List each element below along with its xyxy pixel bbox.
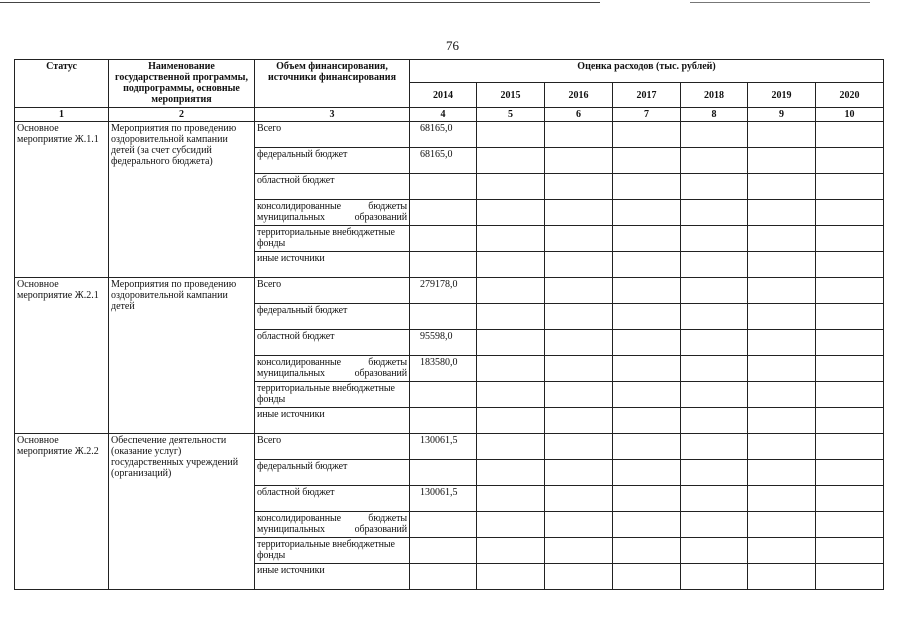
value-empty-cell bbox=[816, 408, 884, 434]
value-empty-cell bbox=[816, 148, 884, 174]
value-2014-cell bbox=[410, 174, 477, 200]
value-empty-cell bbox=[748, 408, 816, 434]
value-empty-cell bbox=[681, 460, 748, 486]
value-empty-cell bbox=[545, 252, 613, 278]
header-status: Статус bbox=[15, 60, 109, 108]
value-empty-cell bbox=[477, 304, 545, 330]
status-cell: Основное мероприятие Ж.1.1 bbox=[15, 122, 109, 278]
value-empty-cell bbox=[681, 538, 748, 564]
value-empty-cell bbox=[816, 330, 884, 356]
value-empty-cell bbox=[545, 330, 613, 356]
value-empty-cell bbox=[613, 434, 681, 460]
value-2014-cell bbox=[410, 512, 477, 538]
value-empty-cell bbox=[681, 226, 748, 252]
value-empty-cell bbox=[816, 252, 884, 278]
column-number: 9 bbox=[748, 108, 816, 122]
value-empty-cell bbox=[748, 460, 816, 486]
value-empty-cell bbox=[613, 200, 681, 226]
value-empty-cell bbox=[816, 200, 884, 226]
value-empty-cell bbox=[613, 226, 681, 252]
value-empty-cell bbox=[748, 226, 816, 252]
column-number: 6 bbox=[545, 108, 613, 122]
header-year-2020: 2020 bbox=[816, 83, 884, 108]
value-empty-cell bbox=[681, 408, 748, 434]
value-empty-cell bbox=[477, 538, 545, 564]
funding-source-cell: Всего bbox=[255, 434, 410, 460]
header-name: Наименование государственной программы, подпрограммы, основные мероприятия bbox=[109, 60, 255, 108]
value-empty-cell bbox=[477, 174, 545, 200]
value-2014-cell bbox=[410, 226, 477, 252]
value-empty-cell bbox=[681, 434, 748, 460]
value-empty-cell bbox=[681, 486, 748, 512]
value-empty-cell bbox=[748, 330, 816, 356]
value-empty-cell bbox=[816, 356, 884, 382]
header-year-2018: 2018 bbox=[681, 83, 748, 108]
column-number: 4 bbox=[410, 108, 477, 122]
budget-table bbox=[14, 59, 884, 590]
value-empty-cell bbox=[477, 252, 545, 278]
value-empty-cell bbox=[748, 434, 816, 460]
value-empty-cell bbox=[613, 330, 681, 356]
value-empty-cell bbox=[545, 408, 613, 434]
page-number: 76 bbox=[446, 38, 459, 53]
value-empty-cell bbox=[613, 148, 681, 174]
status-cell: Основное мероприятие Ж.2.2 bbox=[15, 434, 109, 590]
funding-source-cell: федеральный бюджет bbox=[255, 304, 410, 330]
value-empty-cell bbox=[477, 486, 545, 512]
value-2014-cell bbox=[410, 304, 477, 330]
value-empty-cell bbox=[681, 278, 748, 304]
value-empty-cell bbox=[681, 356, 748, 382]
value-empty-cell bbox=[748, 278, 816, 304]
value-empty-cell bbox=[545, 460, 613, 486]
header-year-2014: 2014 bbox=[410, 83, 477, 108]
value-empty-cell bbox=[477, 408, 545, 434]
value-empty-cell bbox=[748, 122, 816, 148]
funding-source-cell: областной бюджет bbox=[255, 330, 410, 356]
value-empty-cell bbox=[545, 122, 613, 148]
funding-source-cell: территориальные внебюджетные фонды bbox=[255, 382, 410, 408]
value-empty-cell bbox=[477, 200, 545, 226]
value-empty-cell bbox=[545, 564, 613, 590]
table-row bbox=[15, 122, 884, 148]
measure-name-cell: Мероприятия по проведению оздоровительной кампании детей (за счет субсидий федерального бюджета) bbox=[109, 122, 255, 278]
value-empty-cell bbox=[545, 486, 613, 512]
value-empty-cell bbox=[816, 382, 884, 408]
value-empty-cell bbox=[545, 148, 613, 174]
column-number: 5 bbox=[477, 108, 545, 122]
funding-source-cell: иные источники bbox=[255, 252, 410, 278]
value-2014-cell: 130061,5 bbox=[410, 434, 477, 460]
value-empty-cell bbox=[477, 122, 545, 148]
column-number-row bbox=[15, 108, 884, 122]
value-2014-cell bbox=[410, 200, 477, 226]
measure-name-cell: Обеспечение деятельности (оказание услуг) государственных учреждений (организаций) bbox=[109, 434, 255, 590]
value-empty-cell bbox=[613, 304, 681, 330]
value-2014-cell bbox=[410, 382, 477, 408]
value-empty-cell bbox=[477, 512, 545, 538]
value-empty-cell bbox=[681, 512, 748, 538]
value-empty-cell bbox=[748, 564, 816, 590]
value-2014-cell: 279178,0 bbox=[410, 278, 477, 304]
header-financing: Объем финансирования, источники финансирования bbox=[255, 60, 410, 108]
value-empty-cell bbox=[748, 382, 816, 408]
funding-source-cell: областной бюджет bbox=[255, 174, 410, 200]
value-2014-cell bbox=[410, 408, 477, 434]
value-2014-cell bbox=[410, 564, 477, 590]
value-empty-cell bbox=[545, 226, 613, 252]
column-number: 3 bbox=[255, 108, 410, 122]
value-empty-cell bbox=[748, 200, 816, 226]
measure-name-cell: Мероприятия по проведению оздоровительной кампании детей bbox=[109, 278, 255, 434]
value-empty-cell bbox=[816, 434, 884, 460]
value-empty-cell bbox=[477, 226, 545, 252]
value-empty-cell bbox=[477, 460, 545, 486]
funding-source-cell: федеральный бюджет bbox=[255, 148, 410, 174]
value-empty-cell bbox=[545, 382, 613, 408]
funding-source-cell: консолидированные бюджеты муниципальных образований bbox=[255, 512, 410, 538]
column-number: 7 bbox=[613, 108, 681, 122]
value-empty-cell bbox=[613, 486, 681, 512]
value-empty-cell bbox=[748, 512, 816, 538]
value-2014-cell: 95598,0 bbox=[410, 330, 477, 356]
value-empty-cell bbox=[477, 278, 545, 304]
value-empty-cell bbox=[816, 538, 884, 564]
funding-source-cell: Всего bbox=[255, 278, 410, 304]
value-2014-cell: 130061,5 bbox=[410, 486, 477, 512]
value-empty-cell bbox=[545, 304, 613, 330]
value-empty-cell bbox=[477, 148, 545, 174]
value-empty-cell bbox=[477, 382, 545, 408]
table-row bbox=[15, 434, 884, 460]
value-empty-cell bbox=[748, 252, 816, 278]
funding-source-cell: иные источники bbox=[255, 408, 410, 434]
value-empty-cell bbox=[681, 252, 748, 278]
value-2014-cell bbox=[410, 252, 477, 278]
value-empty-cell bbox=[816, 122, 884, 148]
value-empty-cell bbox=[613, 564, 681, 590]
funding-source-cell: территориальные внебюджетные фонды bbox=[255, 226, 410, 252]
value-empty-cell bbox=[681, 382, 748, 408]
value-empty-cell bbox=[545, 356, 613, 382]
value-empty-cell bbox=[681, 564, 748, 590]
value-empty-cell bbox=[613, 122, 681, 148]
value-empty-cell bbox=[681, 330, 748, 356]
funding-source-cell: областной бюджет bbox=[255, 486, 410, 512]
header-year-2017: 2017 bbox=[613, 83, 681, 108]
value-empty-cell bbox=[816, 278, 884, 304]
value-empty-cell bbox=[816, 304, 884, 330]
value-empty-cell bbox=[748, 356, 816, 382]
column-number: 2 bbox=[109, 108, 255, 122]
value-empty-cell bbox=[748, 148, 816, 174]
value-empty-cell bbox=[613, 252, 681, 278]
value-empty-cell bbox=[477, 434, 545, 460]
value-empty-cell bbox=[748, 174, 816, 200]
value-empty-cell bbox=[613, 174, 681, 200]
value-empty-cell bbox=[545, 512, 613, 538]
value-empty-cell bbox=[613, 512, 681, 538]
value-empty-cell bbox=[545, 174, 613, 200]
top-scan-line bbox=[0, 2, 905, 4]
value-empty-cell bbox=[816, 486, 884, 512]
column-number: 10 bbox=[816, 108, 884, 122]
value-empty-cell bbox=[816, 460, 884, 486]
value-empty-cell bbox=[613, 382, 681, 408]
value-empty-cell bbox=[545, 278, 613, 304]
header-year-2016: 2016 bbox=[545, 83, 613, 108]
funding-source-cell: иные источники bbox=[255, 564, 410, 590]
status-cell: Основное мероприятие Ж.2.1 bbox=[15, 278, 109, 434]
value-2014-cell: 68165,0 bbox=[410, 148, 477, 174]
header-year-2015: 2015 bbox=[477, 83, 545, 108]
header-estimate: Оценка расходов (тыс. рублей) bbox=[410, 60, 884, 83]
value-2014-cell bbox=[410, 538, 477, 564]
value-empty-cell bbox=[613, 460, 681, 486]
value-empty-cell bbox=[545, 538, 613, 564]
value-empty-cell bbox=[681, 304, 748, 330]
value-empty-cell bbox=[816, 174, 884, 200]
value-empty-cell bbox=[613, 278, 681, 304]
header-row-1 bbox=[15, 60, 884, 83]
value-empty-cell bbox=[545, 434, 613, 460]
column-number: 8 bbox=[681, 108, 748, 122]
value-empty-cell bbox=[477, 356, 545, 382]
column-number: 1 bbox=[15, 108, 109, 122]
value-empty-cell bbox=[816, 512, 884, 538]
funding-source-cell: территориальные внебюджетные фонды bbox=[255, 538, 410, 564]
value-empty-cell bbox=[477, 330, 545, 356]
value-empty-cell bbox=[816, 564, 884, 590]
funding-source-cell: консолидированные бюджеты муниципальных образований bbox=[255, 200, 410, 226]
value-empty-cell bbox=[681, 200, 748, 226]
value-empty-cell bbox=[545, 200, 613, 226]
value-empty-cell bbox=[681, 174, 748, 200]
header-year-2019: 2019 bbox=[748, 83, 816, 108]
value-empty-cell bbox=[477, 564, 545, 590]
table-row bbox=[15, 278, 884, 304]
value-empty-cell bbox=[748, 304, 816, 330]
funding-source-cell: федеральный бюджет bbox=[255, 460, 410, 486]
value-empty-cell bbox=[613, 356, 681, 382]
value-empty-cell bbox=[613, 538, 681, 564]
funding-source-cell: консолидированные бюджеты муниципальных образований bbox=[255, 356, 410, 382]
funding-source-cell: Всего bbox=[255, 122, 410, 148]
value-empty-cell bbox=[816, 226, 884, 252]
value-empty-cell bbox=[613, 408, 681, 434]
value-empty-cell bbox=[748, 486, 816, 512]
value-2014-cell bbox=[410, 460, 477, 486]
value-empty-cell bbox=[681, 148, 748, 174]
value-empty-cell bbox=[681, 122, 748, 148]
value-2014-cell: 183580,0 bbox=[410, 356, 477, 382]
value-2014-cell: 68165,0 bbox=[410, 122, 477, 148]
value-empty-cell bbox=[748, 538, 816, 564]
